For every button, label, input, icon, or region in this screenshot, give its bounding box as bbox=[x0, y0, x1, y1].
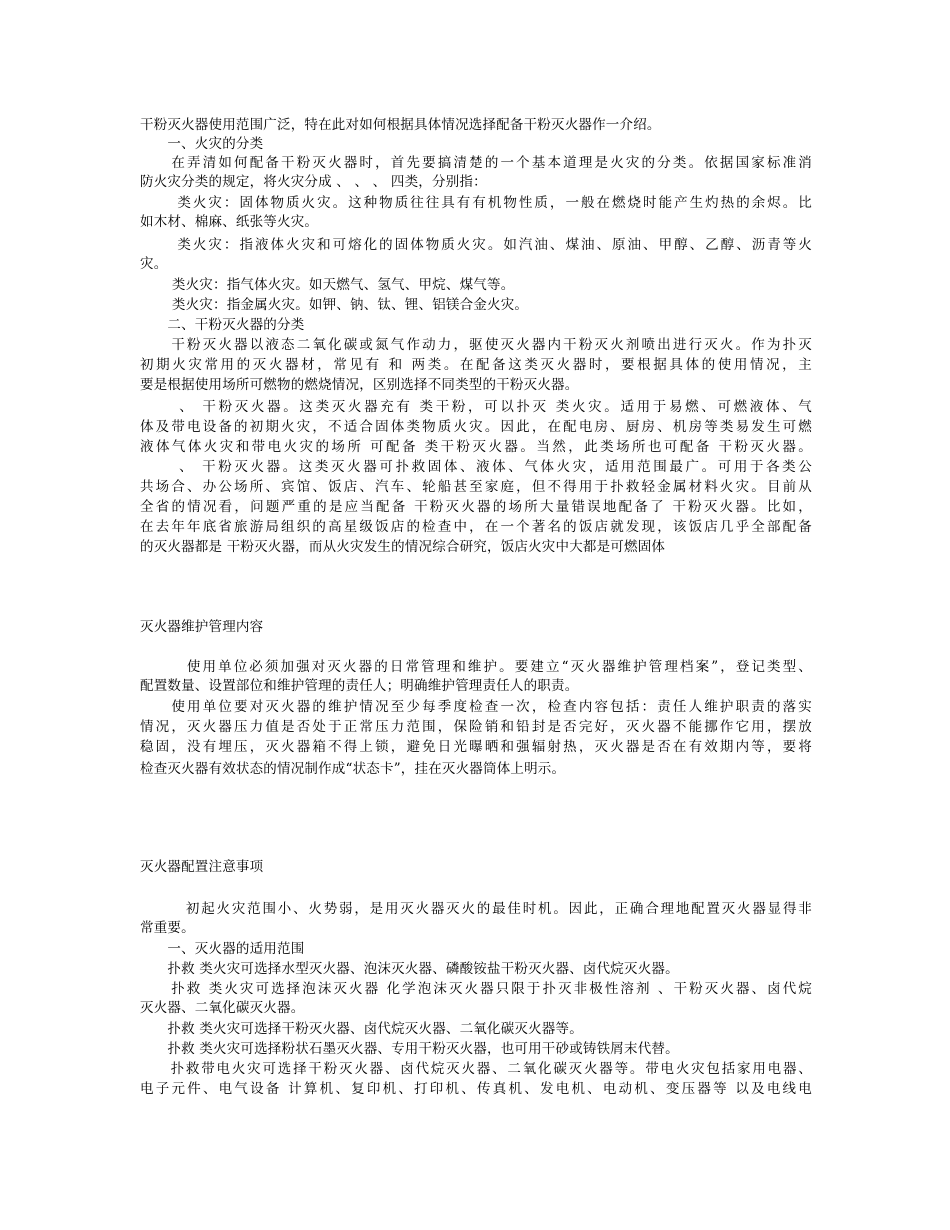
text-line: 如木材、棉麻、纸张等火灾。 bbox=[140, 214, 319, 230]
text-line: 共场合、办公场所、宾馆、饭店、汽车、轮船甚至家庭，但不得用于扑救轻金属材料火灾。目前从 bbox=[140, 479, 812, 495]
text-line: 要是根据使用场所可燃物的燃烧情况，区别选择不同类型的干粉灭火器。 bbox=[140, 377, 579, 393]
text-line: 液体气体火灾和带电火灾的场所 可配备 类干粉灭火器。当然，此类场所也可配备 干粉灭火器。 bbox=[140, 439, 812, 455]
text-line: 常重要。 bbox=[140, 920, 195, 936]
text-line: 电子元件、电气设备 计算机、复印机、打印机、传真机、发电机、电动机、变压器等 以及电线电 bbox=[140, 1081, 812, 1097]
text-line: 类火灾：指金属火灾。如钾、钠、钛、锂、铝镁合金火灾。 bbox=[140, 297, 529, 313]
text-line: 干粉灭火器以液态二氧化碳或氮气作动力，驱使灭火器内干粉灭火剂喷出进行灭火。作为扑灭 bbox=[140, 337, 812, 353]
text-line: 在弄清如何配备干粉灭火器时，首先要搞清楚的一个基本道理是火灾的分类。依据国家标准消 bbox=[140, 155, 812, 171]
text-line: 的灭火器都是 干粉灭火器，而从火灾发生的情况综合研究，饭店火灾中大都是可燃固体 bbox=[140, 539, 666, 555]
text-line: 初起火灾范围小、火势弱，是用灭火器灭火的最佳时机。因此，正确合理地配置灭火器显得非 bbox=[140, 901, 812, 917]
text-line: 情况，灭火器压力值是否处于正常压力范围，保险销和铅封是否完好，灭火器不能挪作它用，摆放 bbox=[140, 719, 812, 735]
section-title-maintenance: 灭火器维护管理内容 bbox=[140, 619, 264, 635]
text-line: 配置数量、设置部位和维护管理的责任人；明确维护管理责任人的职责。 bbox=[140, 678, 579, 694]
text-line: 全省的情况看，问题严重的是应当配备 干粉灭火器的场所大量错误地配备了 干粉灭火器。比如， bbox=[140, 499, 812, 515]
text-line: 灭火器、二氧化碳灭火器。 bbox=[140, 1000, 305, 1016]
text-line: 初期火灾常用的灭火器材，常见有 和 两类。在配备这类灭火器时，要根据具体的使用情况，主 bbox=[140, 357, 812, 373]
text-line: 、 干粉灭火器。这类灭火器充有 类干粉，可以扑灭 类火灾。适用于易燃、可燃液体、气 bbox=[140, 399, 812, 415]
text-line: 、 干粉灭火器。这类灭火器可扑救固体、液体、气体火灾，适用范围最广。可用于各类公 bbox=[140, 459, 812, 475]
heading-applicable-range: 一、灭火器的适用范围 bbox=[140, 941, 305, 957]
text-line: 类火灾：指气体火灾。如天燃气、氢气、甲烷、煤气等。 bbox=[140, 277, 515, 293]
heading-fire-classification: 一、火灾的分类 bbox=[140, 136, 264, 152]
text-line: 在去年年底省旅游局组织的高星级饭店的检查中，在一个著名的饭店就发现，该饭店几乎全部配备 bbox=[140, 519, 812, 535]
text-line: 防火灾分类的规定，将火灾分成 、 、 、 四类，分别指： bbox=[140, 174, 487, 190]
section-title-configuration: 灭火器配置注意事项 bbox=[140, 859, 264, 875]
text-line: 扑救 类火灾可选择泡沫灭火器 化学泡沫灭火器只限于扑灭非极性溶剂 、干粉灭火器、卤代烷 bbox=[140, 981, 812, 997]
text-line: 使用单位必须加强对灭火器的日常管理和维护。要建立“灭火器维护管理档案”，登记类型、 bbox=[140, 659, 812, 675]
text-line: 扑救带电火灾可选择干粉灭火器、卤代烷灭火器、二氧化碳灭火器等。带电火灾包括家用电器、 bbox=[140, 1061, 812, 1077]
text-line: 类火灾：固体物质火灾。这种物质往往具有有机物性质，一般在燃烧时能产生灼热的余烬。比 bbox=[140, 195, 812, 211]
text-line: 灾。 bbox=[140, 256, 168, 272]
text-line: 体及带电设备的初期火灾，不适合固体类物质火灾。因此，在配电房、厨房、机房等类易发生可燃 bbox=[140, 419, 812, 435]
text-line: 稳固，没有埋压，灭火器箱不得上锁，避免日光曝晒和强辐射热，灭火器是否在有效期内等，要将 bbox=[140, 739, 812, 755]
text-line: 扑救 类火灾可选择粉状石墨灭火器、专用干粉灭火器，也可用干砂或铸铁屑末代替。 bbox=[140, 1041, 679, 1057]
text-line: 干粉灭火器使用范围广泛，特在此对如何根据具体情况选择配备干粉灭火器作一介绍。 bbox=[140, 117, 661, 133]
text-line: 类火灾：指液体火灾和可熔化的固体物质火灾。如汽油、煤油、原油、甲醇、乙醇、沥青等火 bbox=[140, 237, 812, 253]
text-line: 扑救 类火灾可选择水型灭火器、泡沫灭火器、磷酸铵盐干粉灭火器、卤代烷灭火器。 bbox=[140, 961, 679, 977]
text-line: 扑救 类火灾可选择干粉灭火器、卤代烷灭火器、二氧化碳灭火器等。 bbox=[140, 1021, 583, 1037]
heading-extinguisher-classification: 二、干粉灭火器的分类 bbox=[140, 317, 305, 333]
text-line: 使用单位要对灭火器的维护情况至少每季度检查一次，检查内容包括：责任人维护职责的落实 bbox=[140, 699, 812, 715]
text-line: 检查灭火器有效状态的情况制作成“状态卡”，挂在灭火器筒体上明示。 bbox=[140, 761, 566, 777]
